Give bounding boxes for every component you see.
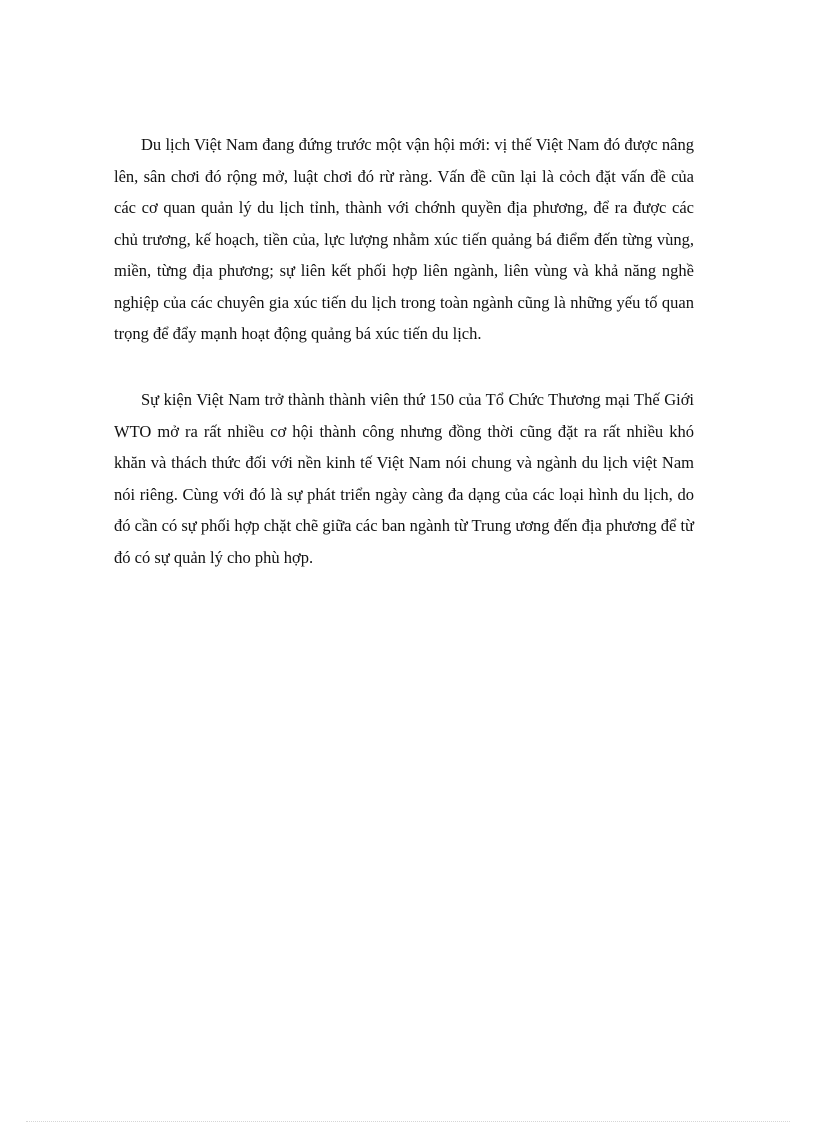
body-paragraph-1: Du lịch Việt Nam đang đứng trước một vận hội mới: vị thế Việt Nam đó được nâng lên, sân chơi đó rộng mở, luật chơi đó rừ ràng. Vấn đề cũn lại là cỏch đặt vấn đề của các cơ quan quản lý du lịch tỉnh, thành với chớnh quyền địa phương, để ra được các chủ trương, kế hoạch, tiền của, lực lượng nhằm xúc tiến quảng bá điểm đến từng vùng, miền, từng địa phương; sự liên kết phối hợp liên ngành, liên vùng và khả năng nghề nghiệp của các chuyên gia xúc tiến du lịch trong toàn ngành cũng là những yếu tố quan trọng để đẩy mạnh hoạt động quảng bá xúc tiến du lịch.	[114, 135, 694, 343]
page-bottom-divider	[26, 1121, 790, 1122]
body-paragraph-2: Sự kiện Việt Nam trở thành thành viên thứ 150 của Tổ Chức Thương mại Thế Giới WTO mở ra rất nhiều cơ hội thành công nhưng đồng thời cũng đặt ra rất nhiều khó khăn và thách thức đối với nền kinh tế Việt Nam nói chung và ngành du lịch việt Nam nói riêng. Cùng với đó là sự phát triển ngày càng đa dạng của các loại hình du lịch, do đó cần có sự phối hợp chặt chẽ giữa các ban ngành từ Trung ương đến địa phương để từ đó có sự quản lý cho phù hợp.	[114, 390, 694, 567]
